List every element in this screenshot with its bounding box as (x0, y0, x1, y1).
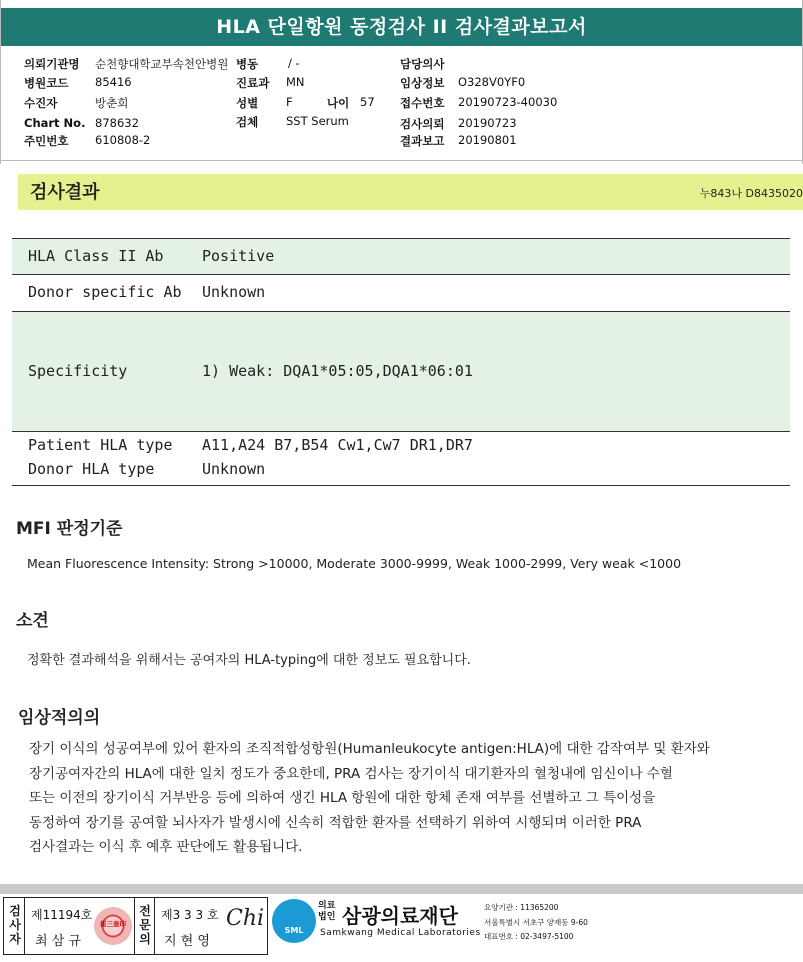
resident-label: 주민번호 (24, 134, 69, 148)
receipt-label: 접수번호 (400, 96, 445, 110)
report-title: HLA 단일항원 동정검사 II 검사결과보고서 (0, 8, 803, 46)
result-value: Unknown (202, 283, 266, 301)
clinical-line: 동정하여 장기를 공여할 뇌사자가 발생시에 신속히 적합한 환자를 선택하기 위하여 시행되며 이러한 PRA (29, 814, 642, 831)
dept-label: 진료과 (236, 76, 270, 90)
signature-box (3, 897, 268, 955)
mfi-text: Mean Fluorescence Intensity: Strong >10000, Moderate 3000-9999, Weak 1000-2999, Very weak <1000 (27, 556, 682, 571)
footer-separator (0, 884, 803, 894)
table-row (12, 238, 790, 275)
foundation-english-name: Samkwang Medical Laboratories (320, 928, 481, 938)
request-label: 검사의뢰 (400, 117, 445, 131)
request-value: 20190723 (458, 116, 517, 130)
sml-logo (272, 899, 316, 943)
legal-entity-mark (318, 901, 335, 923)
ward-label: 병동 (236, 57, 259, 71)
result-key: Donor specific Ab (28, 283, 182, 301)
result-key: HLA Class II Ab (28, 247, 164, 265)
chart-value: 878632 (95, 116, 139, 130)
result-key: Specificity (28, 362, 128, 380)
patient-value: 방춘희 (95, 96, 129, 110)
result-value: Positive (202, 247, 275, 265)
sex-label: 성별 (236, 96, 259, 110)
legal-line-1: 의료 (318, 901, 336, 911)
patient-label: 수진자 (24, 96, 58, 110)
opinion-heading: 소견 (16, 611, 49, 631)
sig-divider (24, 898, 25, 954)
table-row (12, 312, 790, 432)
specimen-label: 검체 (236, 115, 259, 129)
address: 서울특별시 서초구 양재동 9-60 (484, 918, 588, 927)
doctor-label: 담당의사 (400, 57, 445, 71)
clinical-info-value: O328V0YF0 (458, 75, 526, 89)
clinical-line: 장기 이식의 성공여부에 있어 환자의 조직적합성항원(Humanleukocyte antigen:HLA)에 대한 감작여부 및 환자와 (29, 741, 710, 757)
patient-info (0, 52, 803, 158)
footer (0, 894, 803, 962)
phone: 대표번호 : 02-3497-5100 (484, 932, 574, 941)
sex-value: F (286, 95, 293, 109)
report-value: 20190801 (458, 133, 517, 147)
agency-number: 요양기관 : 11365200 (484, 903, 559, 912)
clinical-line: 장기공여자간의 HLA에 대한 일치 정도가 중요한데, PRA 검사는 장기이식 대기환자의 혈청내에 임신이나 수혈 (29, 765, 673, 782)
result-value: 1) Weak: DQA1*05:05,DQA1*06:01 (202, 362, 473, 380)
hospital-code-label: 병원코드 (24, 76, 69, 90)
receipt-value: 20190723-40030 (458, 95, 558, 109)
institution-label: 의뢰기관명 (24, 57, 80, 71)
left-border (0, 0, 1, 164)
mfi-heading: MFI 판정기준 (16, 519, 123, 539)
age-value: 57 (360, 95, 375, 109)
specimen-value: SST Serum (286, 114, 349, 128)
sig-divider (154, 898, 155, 954)
institution-value: 순천향대학교부속천안병원 (95, 57, 229, 71)
clinical-info-label: 임상정보 (400, 76, 445, 90)
specialist-name: 지 현 영 (164, 934, 210, 949)
resident-value: 610808-2 (95, 133, 151, 147)
inspector-name: 최 삼 규 (35, 934, 81, 949)
specialist-vertical-label: 전문의 (139, 904, 151, 946)
clinical-line: 또는 이전의 장기이식 거부반응 등에 의하여 생긴 HLA 항원에 대한 항체 존재 여부를 선별하고 그 특이성을 (29, 790, 656, 806)
seal-stamp (94, 907, 132, 945)
age-label: 나이 (327, 96, 350, 110)
logo-text: SML (284, 926, 304, 935)
hospital-code-value: 85416 (95, 75, 132, 89)
result-value: Unknown (202, 460, 266, 478)
result-value: A11,A24 B7,B54 Cw1,Cw7 DR1,DR7 (202, 436, 473, 454)
info-divider (0, 160, 803, 161)
result-key: Patient HLA type (28, 436, 173, 454)
sig-divider (134, 898, 135, 954)
specialist-license: 제3 3 3 호 (161, 908, 219, 922)
result-section-title: 검사결과 (30, 182, 100, 203)
inspector-license: 제11194호 (31, 908, 93, 922)
ward-value: / - (288, 56, 300, 70)
opinion-text: 정확한 결과해석을 위해서는 공여자의 HLA-typing에 대한 정보도 필요합니다. (27, 653, 471, 668)
clinical-text (29, 737, 710, 860)
legal-line-2: 법인 (318, 912, 336, 922)
signature: Chi (226, 906, 265, 931)
chart-label: Chart No. (24, 116, 86, 130)
clinical-heading: 임상적의의 (18, 708, 101, 728)
foundation-name: 삼광의료재단 (342, 904, 458, 928)
inspector-vertical-label: 검사자 (9, 904, 21, 946)
dept-value: MN (286, 75, 305, 89)
table-row (12, 432, 790, 486)
result-section-bar (18, 174, 803, 210)
result-key: Donor HLA type (28, 460, 155, 478)
result-code: 누843나 D8435020 (699, 187, 803, 200)
report-label: 결과보고 (400, 134, 445, 148)
seal-text: 崔三奎印 (100, 920, 126, 928)
table-row (12, 275, 790, 312)
results-table (12, 238, 790, 486)
clinical-line: 검사결과는 이식 후 예후 판단에도 활용됩니다. (29, 839, 303, 855)
